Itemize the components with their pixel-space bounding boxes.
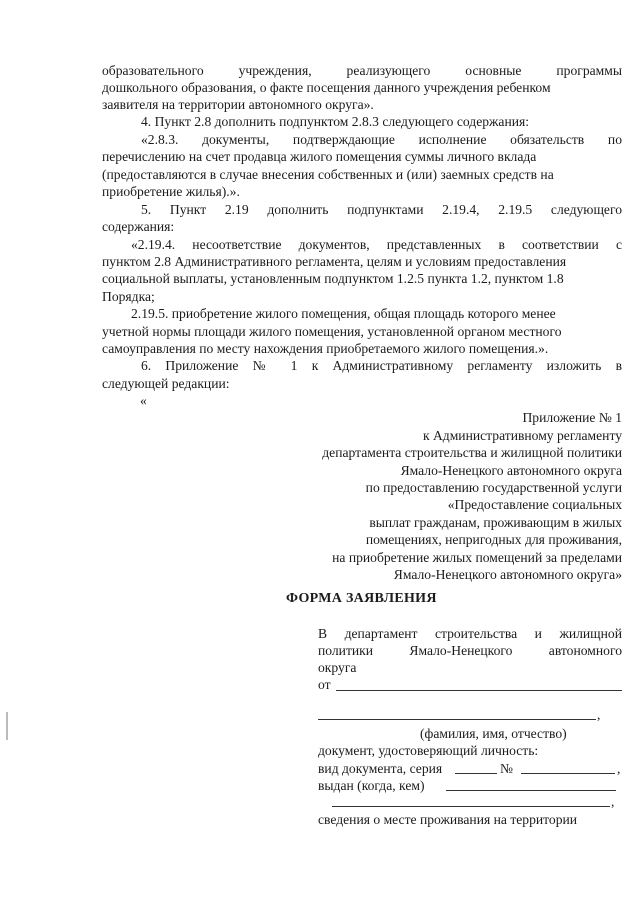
- appendix-line: Ямало-Ненецкого автономного округа: [400, 463, 622, 478]
- issued-comma: ,: [611, 794, 615, 809]
- appendix-line: по предоставлению государственной услуги: [365, 480, 622, 495]
- body-line: перечислению на счет продавца жилого помещения суммы личного вклада: [102, 149, 537, 164]
- body-line: «2.8.3. документы, подтверждающие исполнение обязательств по: [141, 132, 622, 147]
- doc-series-field-line[interactable]: [455, 773, 497, 774]
- body-line: 4. Пункт 2.8 дополнить подпунктом 2.8.3 следующего содержания:: [141, 114, 530, 129]
- issued-label: выдан (когда, кем): [318, 778, 425, 793]
- appendix-line: Ямало-Ненецкого автономного округа»: [393, 567, 622, 582]
- from-label: от: [318, 677, 331, 692]
- issued-field-line[interactable]: [446, 790, 616, 791]
- appendix-line: Приложение № 1: [522, 410, 622, 425]
- body-line: социальной выплаты, установленным подпунктом 1.2.5 пункта 1.2, пунктом 1.8: [102, 271, 564, 286]
- doc-type-label: вид документа, серия: [318, 761, 443, 776]
- appendix-line: к Административному регламенту: [422, 428, 622, 443]
- doc-label: документ, удостоверяющий личность:: [318, 743, 539, 758]
- body-line: пунктом 2.8 Административного регламента, целям и условиям предоставления: [102, 254, 567, 269]
- body-line: (предоставляются в случае внесения собственных и (или) заемных средств на: [102, 167, 554, 182]
- body-line: содержания:: [102, 219, 175, 234]
- body-line: 5. Пункт 2.19 дополнить подпунктами 2.19.4, 2.19.5 следующего: [141, 202, 622, 217]
- residence-label: сведения о месте проживания на территории: [318, 812, 578, 827]
- body-line: приобретение жилья).».: [102, 184, 240, 199]
- body-line: самоуправления по месту нахождения приобретаемого жилого помещения.».: [102, 341, 549, 356]
- fio-field-line[interactable]: [318, 719, 596, 720]
- fio-comma: ,: [597, 707, 601, 722]
- doc-number-sign: №: [500, 761, 513, 776]
- body-line: дошкольного образования, о факте посещения данного учреждения ребенком: [102, 80, 551, 95]
- issued-field-line-2[interactable]: [332, 806, 610, 807]
- doc-number-field-line[interactable]: [521, 773, 615, 774]
- body-line: учетной нормы площади жилого помещения, установленной органом местного: [102, 324, 562, 339]
- body-line: заявителя на территории автономного округа».: [102, 97, 374, 112]
- appendix-line: на приобретение жилых помещений за пределами: [332, 550, 622, 565]
- doc-number-comma: ,: [617, 761, 621, 776]
- body-line: «: [140, 393, 147, 408]
- form-title: ФОРМА ЗАЯВЛЕНИЯ: [286, 591, 437, 606]
- fio-hint: (фамилия, имя, отчество): [420, 726, 567, 741]
- from-field-line[interactable]: [336, 690, 622, 691]
- appendix-line: помещениях, непригодных для проживания,: [365, 532, 622, 547]
- body-line: следующей редакции:: [102, 376, 230, 391]
- body-line: 6. Приложение № 1 к Административному регламенту изложить в: [141, 358, 622, 373]
- form-addressee-line: политики Ямало-Ненецкого автономного: [318, 643, 622, 658]
- scan-margin-mark: [6, 712, 8, 740]
- appendix-line: выплат гражданам, проживающим в жилых: [369, 515, 622, 530]
- body-line: 2.19.5. приобретение жилого помещения, общая площадь которого менее: [131, 306, 556, 321]
- form-addressee-line: В департамент строительства и жилищной: [318, 626, 622, 641]
- appendix-line: департамента строительства и жилищной политики: [322, 445, 622, 460]
- body-line: Порядка;: [102, 289, 155, 304]
- form-addressee-line: округа: [318, 660, 357, 675]
- appendix-line: «Предоставление социальных: [447, 497, 622, 512]
- body-line: образовательного учреждения, реализующего основные программы: [102, 63, 622, 78]
- body-line: «2.19.4. несоответствие документов, представленных в соответствии с: [131, 237, 622, 252]
